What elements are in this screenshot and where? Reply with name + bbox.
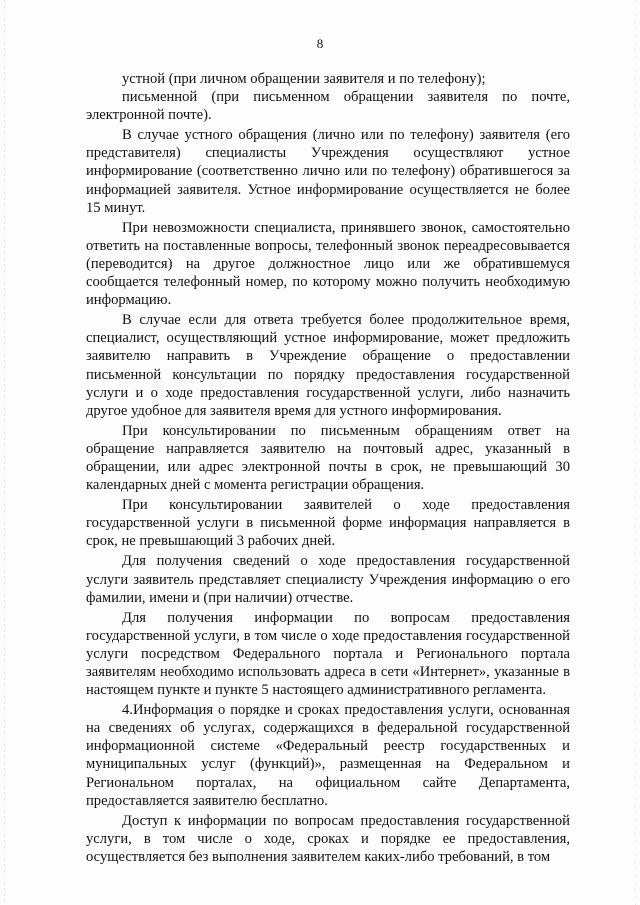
paragraph-2: письменной (при письменном обращении заявителя по почте, электронной почте). — [86, 89, 570, 124]
page-number: 8 — [316, 36, 324, 51]
scan-edge-left — [4, 0, 5, 905]
paragraph-1: устной (при личном обращении заявителя и по телефону); — [122, 71, 486, 87]
paragraph-5: В случае если для ответа требуется более продолжительное время, специалист, осуществляющий устное информирование, может предложить заявителю направить в Учреждение обращение о предоставлении письменной консультации по порядку предоставления государственной услуги и о ходе предоставления государственной услуги, либо назначить другое удобное для заявителя время для устного информирования. — [86, 312, 570, 419]
paragraph-7: При консультировании заявителей о ходе предоставления государственной услуги в письменной форме информация направляется в срок, не превышающий 3 рабочих дней. — [86, 497, 570, 550]
body-text — [86, 70, 570, 866]
paragraph-6: При консультировании по письменным обращениям ответ на обращение направляется заявителю на почтовый адрес, указанный в обращении, или адрес электронной почты в срок, не превышающий 30 календарных дней с момента регистрации обращения. — [86, 422, 570, 494]
paragraph-8: Для получения сведений о ходе предоставления государственной услуги заявитель представляет специалисту Учреждения информацию о его фамилии, имени и (при наличии) отчестве. — [86, 553, 570, 606]
paragraph-4: При невозможности специалиста, принявшего звонок, самостоятельно ответить на поставленные вопросы, телефонный звонок переадресовывается (переводится) на другое должностное лицо или же обратившемуся сообщается телефонный номер, по которому можно получить необходимую информацию. — [86, 219, 570, 309]
paragraph-3: В случае устного обращения (лично или по телефону) заявителя (его представителя) специалисты Учреждения осуществляют устное информирование (соответственно лично или по телефону) обратившегося за информацией заявителя. Устное информирование осуществляется не более 15 минут. — [86, 127, 570, 216]
paragraph-10: 4.Информация о порядке и сроках предоставления услуги, основанная на сведениях об услугах, содержащихся в федеральной государственной информационной системе «Федеральный реестр государственных и муниципальных услуг (функций)», размещенная на Федеральном и Региональном порталах, на официальном сайте Департамента, предоставляется заявителю бесплатно. — [86, 702, 570, 809]
scan-edge-right — [635, 0, 636, 905]
paragraph-9: Для получения информации по вопросам предоставления государственной услуги, в том числе о ходе предоставления государственной услуги посредством Федерального портала и Регионального портала заявителям необходимо использовать адреса в сети «Интернет», указанные в настоящем пункте и пункте 5 настоящего административного регламента. — [86, 609, 570, 699]
paragraph-11: Доступ к информации по вопросам предоставления государственной услуги, в том числе о ходе, сроках и порядке ее предоставления, осуществляется без выполнения заявителем каких-либо требований, в том — [86, 812, 570, 865]
